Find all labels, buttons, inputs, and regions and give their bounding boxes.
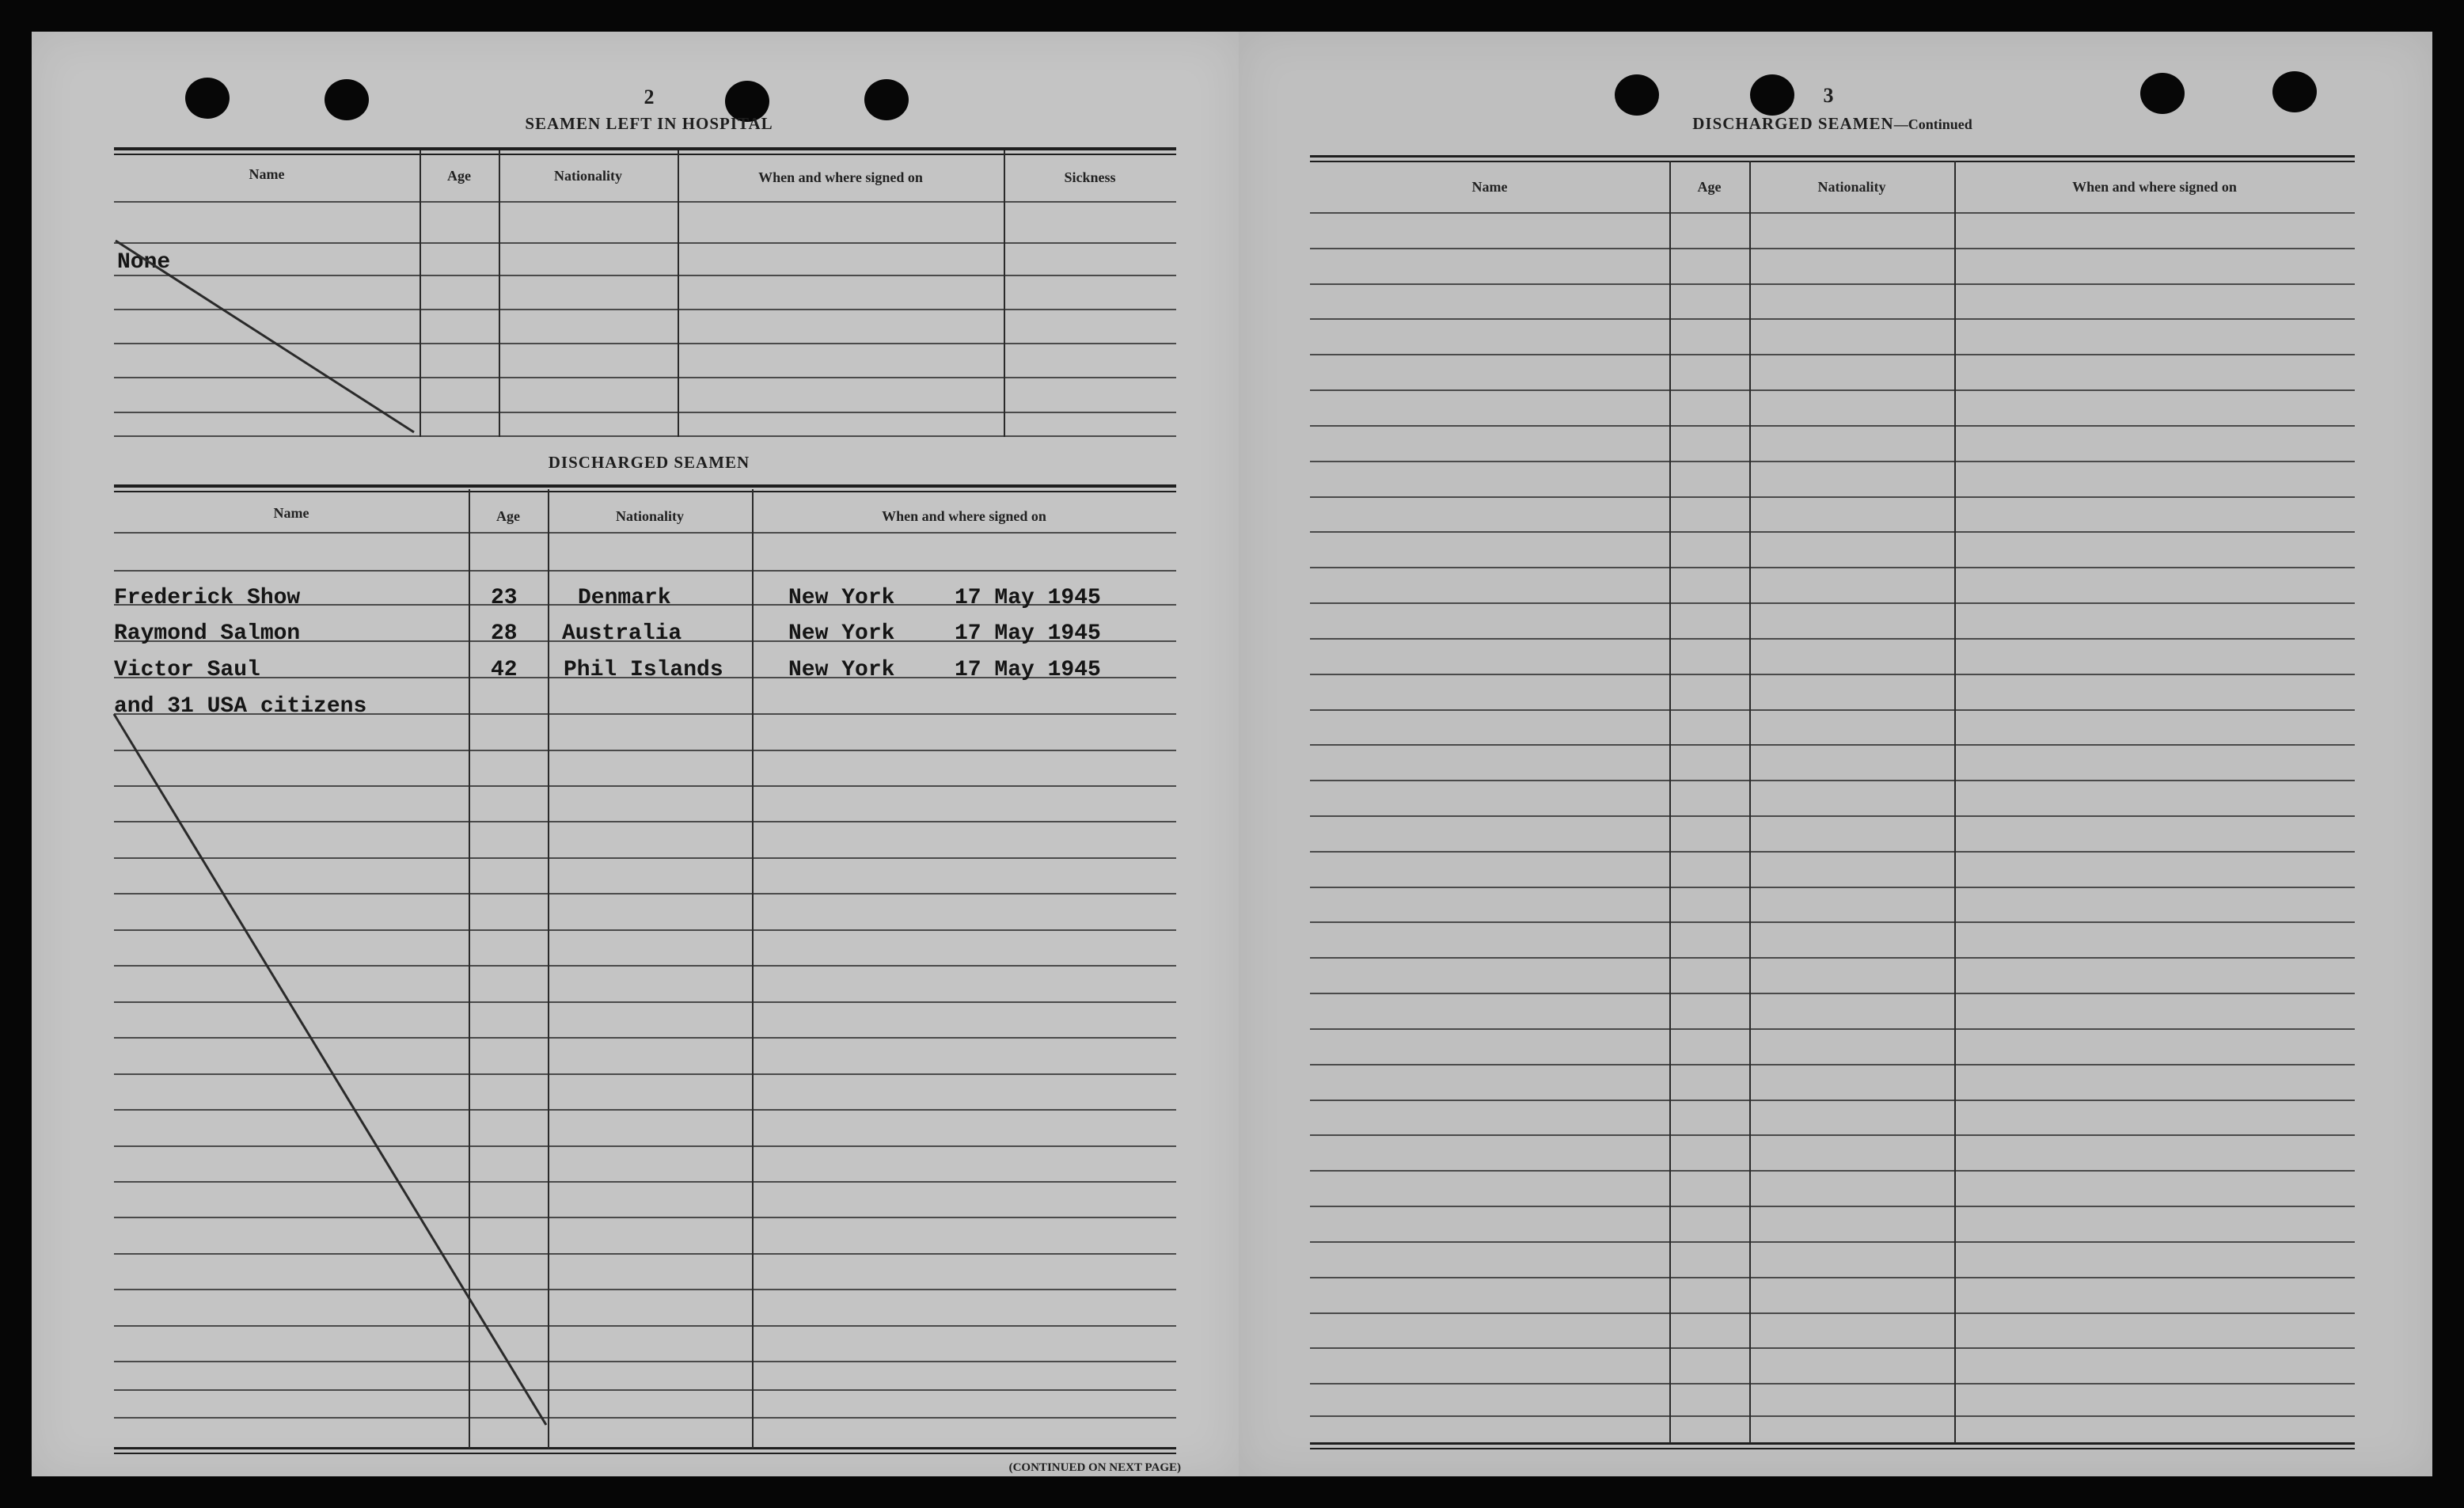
seaman-nationality: Australia [562, 621, 682, 646]
seaman-age: 42 [491, 658, 518, 682]
hospital-entry: None [117, 250, 171, 275]
strike-line [114, 714, 546, 1425]
seaman-name: Raymond Salmon [114, 621, 301, 646]
seaman-nationality: Phil Islands [564, 658, 723, 682]
column-header-signed-on: When and where signed on [758, 169, 923, 185]
seaman-age: 23 [491, 586, 518, 610]
discharged-section-title: DISCHARGED SEAMEN [548, 453, 750, 472]
discharged-summary: and 31 USA citizens [114, 694, 367, 719]
title-suffix: —Continued [1893, 116, 1972, 132]
signed-on-place: New York [788, 621, 895, 646]
hospital-section-title: SEAMEN LEFT IN HOSPITAL [525, 114, 773, 133]
left-page [32, 32, 1239, 1476]
column-header-age: Age [1697, 179, 1722, 195]
column-header-nationality: Nationality [1817, 179, 1886, 195]
title-main: DISCHARGED SEAMEN [1692, 114, 1894, 133]
column-header-nationality: Nationality [553, 168, 622, 184]
column-header-name: Name [273, 505, 309, 521]
strike-line [116, 241, 414, 432]
column-header-nationality: Nationality [615, 508, 684, 524]
page-number: 3 [1823, 84, 1834, 107]
column-header-age: Age [447, 168, 471, 184]
column-header-age: Age [496, 508, 520, 524]
column-header-signed-on: When and where signed on [2072, 179, 2237, 195]
column-header-name: Name [249, 166, 285, 182]
punch-hole [1750, 74, 1794, 116]
column-header-signed-on: When and where signed on [882, 508, 1046, 524]
seaman-name: Victor Saul [114, 658, 260, 682]
signed-on-place: New York [788, 586, 895, 610]
signed-on-date: 17 May 1945 [955, 621, 1101, 646]
punch-hole [2140, 73, 2185, 114]
discharged-continued-title [1532, 114, 2133, 134]
column-header-name: Name [1471, 179, 1508, 195]
punch-hole [1615, 74, 1659, 116]
right-page [1239, 32, 2432, 1476]
punch-hole [2272, 71, 2317, 112]
signed-on-date: 17 May 1945 [955, 658, 1101, 682]
signed-on-date: 17 May 1945 [955, 586, 1101, 610]
signed-on-place: New York [788, 658, 895, 682]
seaman-age: 28 [491, 621, 518, 646]
continued-footer: (CONTINUED ON NEXT PAGE) [1008, 1461, 1181, 1474]
seaman-name: Frederick Show [114, 586, 301, 610]
page-number: 2 [644, 85, 655, 108]
seaman-nationality: Denmark [578, 586, 671, 610]
column-header-sickness: Sickness [1064, 169, 1116, 185]
cancellation-strokes [32, 32, 1239, 1476]
